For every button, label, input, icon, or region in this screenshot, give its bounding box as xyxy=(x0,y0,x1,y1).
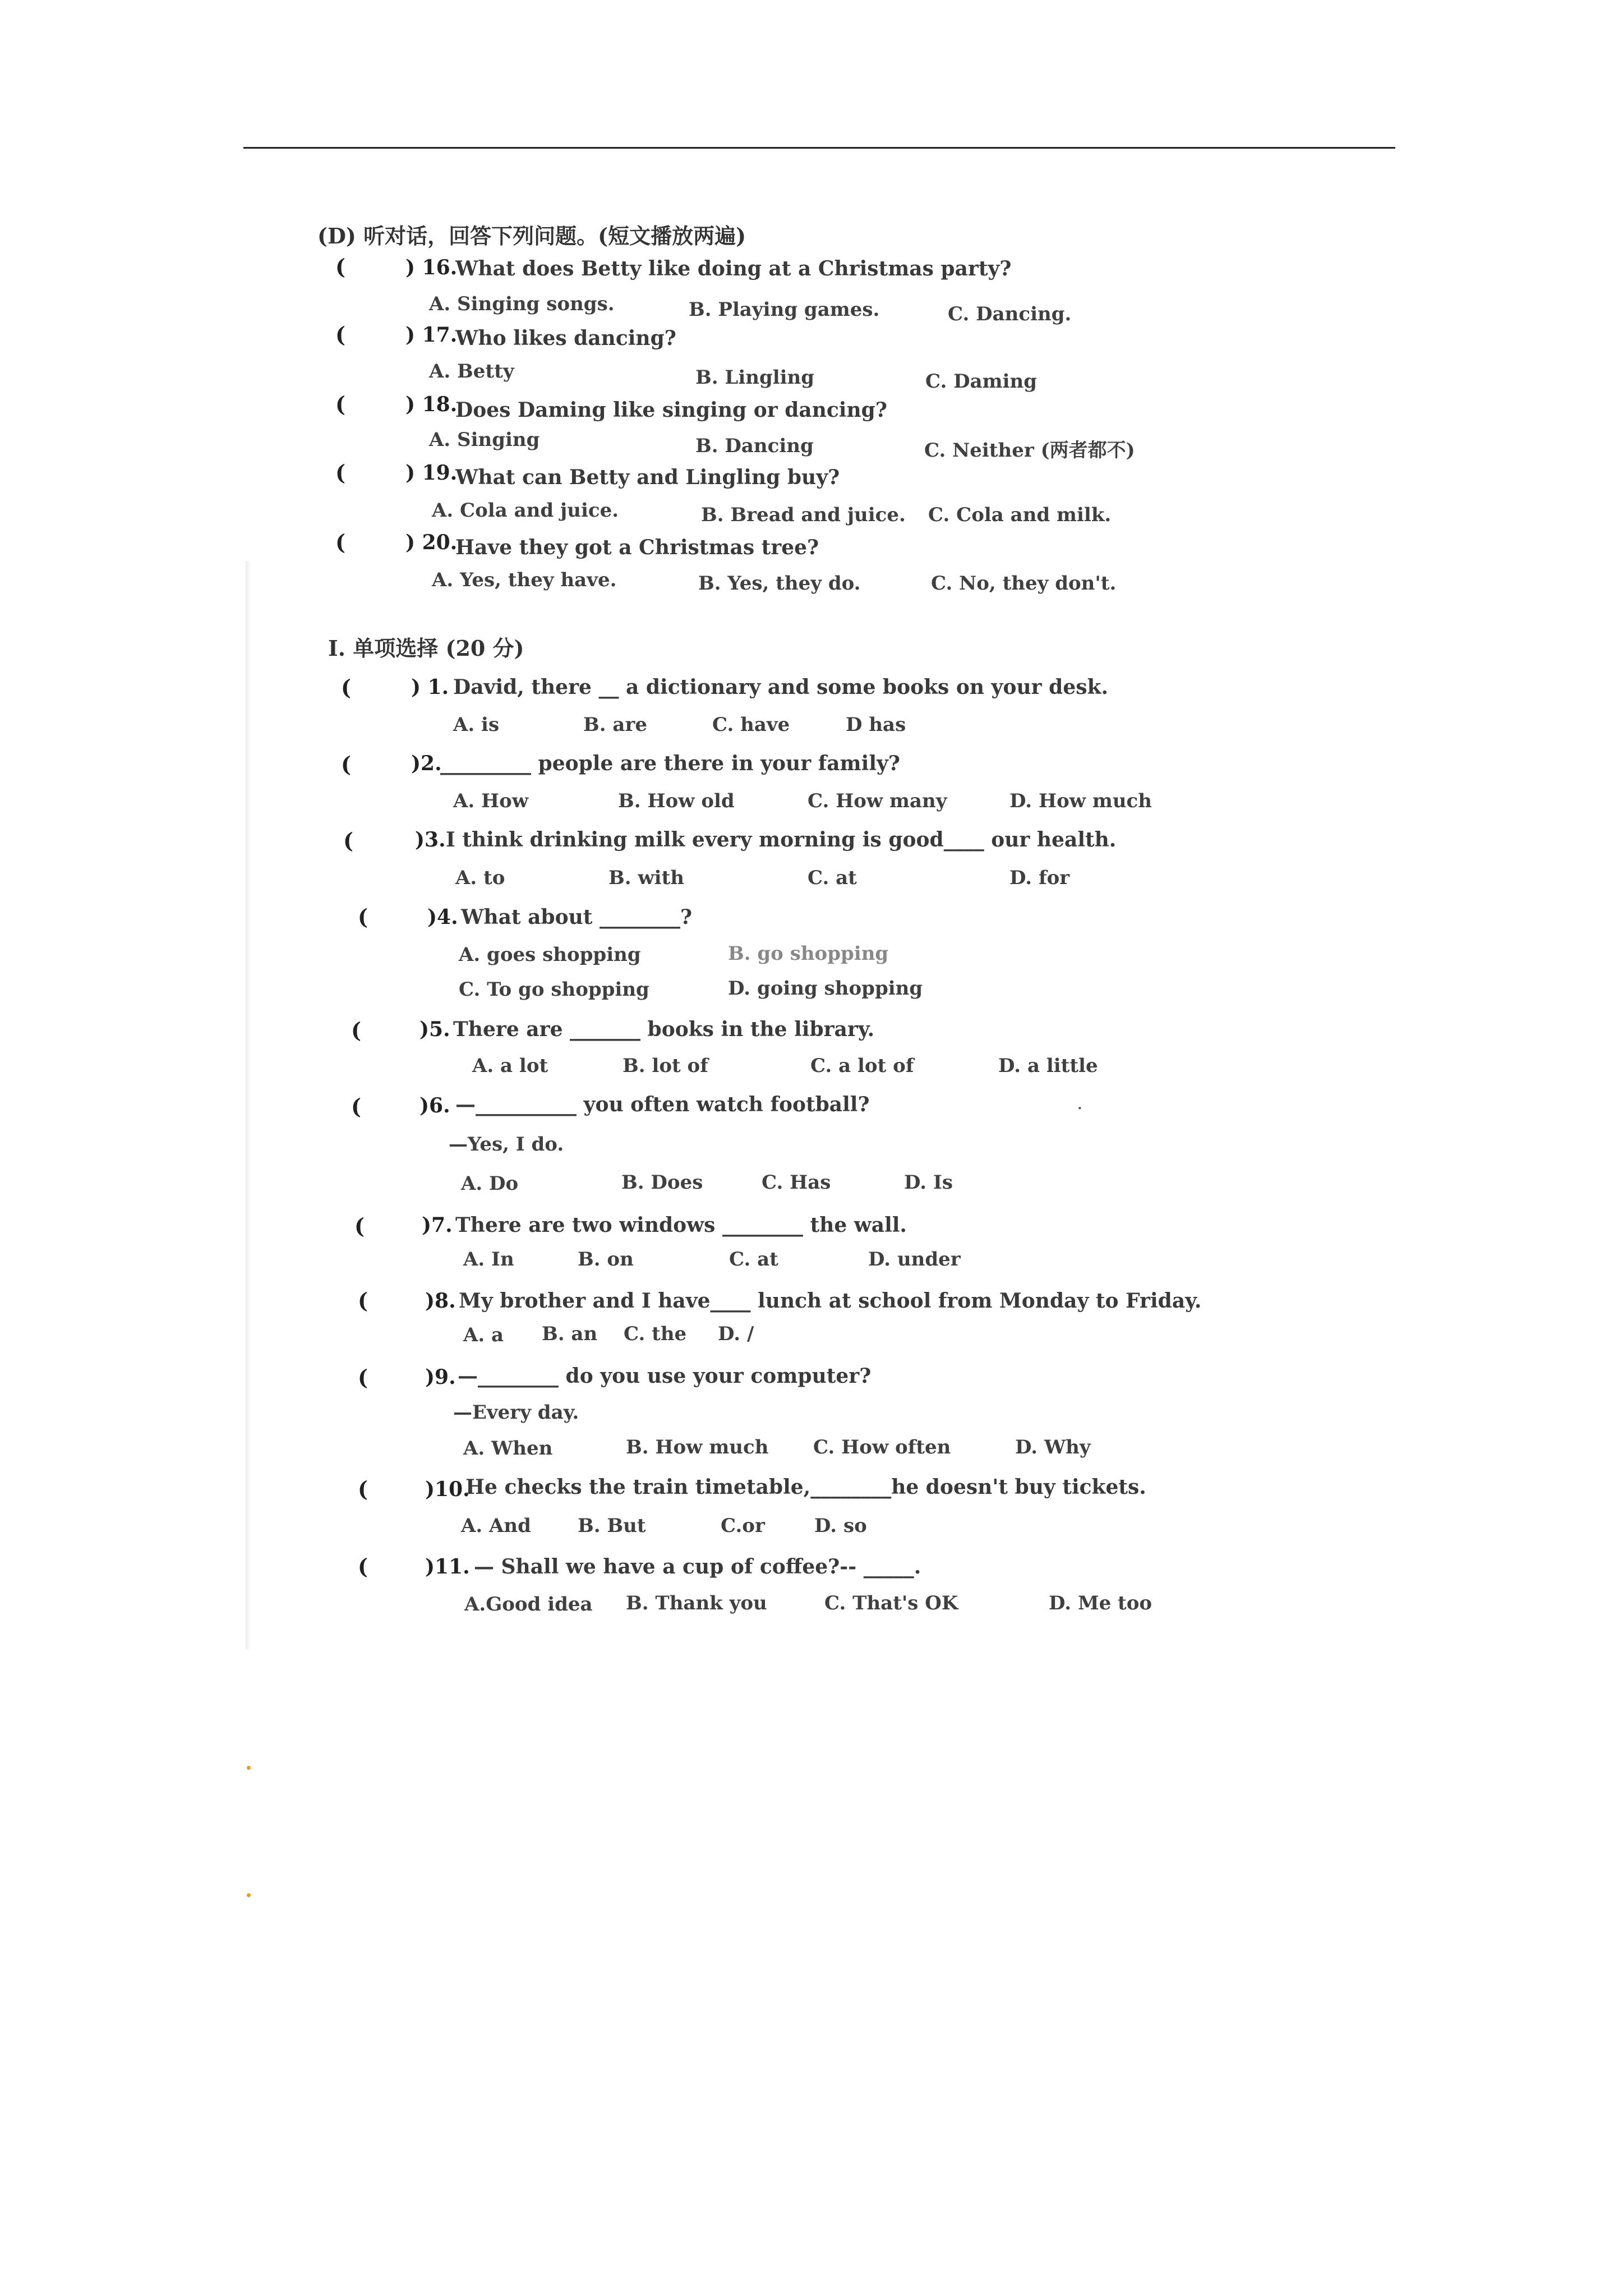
question-number: )8. xyxy=(425,1289,456,1313)
option-c: C. No, they don't. xyxy=(931,572,1117,595)
option-d: D. Me too xyxy=(1049,1592,1152,1614)
option-a: A. Singing xyxy=(429,429,540,451)
answer-blank-open: ( xyxy=(335,530,345,555)
option-a: A. And xyxy=(461,1515,531,1537)
option-b: B. Dancing xyxy=(695,435,814,457)
question-number: )4. xyxy=(427,905,458,929)
option-a: A. Do xyxy=(461,1172,519,1195)
option-c: C. How often xyxy=(813,1436,951,1458)
answer-blank-open: ( xyxy=(335,392,345,417)
answer-blank-open: ( xyxy=(343,828,353,853)
question-number: )10. xyxy=(425,1478,470,1501)
option-d: D. How much xyxy=(1009,790,1152,812)
option-c: C. How many xyxy=(808,790,947,812)
option-c: C. Has xyxy=(762,1171,831,1194)
option-a: A.Good idea xyxy=(464,1593,593,1616)
option-c: C. at xyxy=(729,1248,778,1271)
question-text: David, there __ a dictionary and some books on your desk. xyxy=(453,675,1108,699)
question-number: ) 17. xyxy=(405,323,458,347)
option-d: D. Why xyxy=(1015,1436,1091,1458)
option-d: D has xyxy=(846,714,906,736)
option-b: B. How much xyxy=(626,1436,769,1458)
option-b: B. Bread and juice. xyxy=(701,504,906,526)
option-b: B. are xyxy=(583,714,647,736)
question-text: What can Betty and Lingling buy? xyxy=(455,466,840,489)
option-c: C. To go shopping xyxy=(459,978,649,1001)
option-b: B. lot of xyxy=(623,1055,708,1077)
stray-mark: . xyxy=(1077,1092,1083,1114)
option-d: D. / xyxy=(718,1323,754,1345)
option-a: A. How xyxy=(453,790,529,812)
header-rule xyxy=(243,147,1395,149)
answer-blank-open: ( xyxy=(351,1018,361,1043)
option-c: C. at xyxy=(808,867,857,889)
option-b: B. But xyxy=(578,1515,646,1537)
option-b: B. go shopping xyxy=(728,942,889,965)
answer-blank-open: ( xyxy=(335,460,345,485)
option-a: A. is xyxy=(453,714,500,736)
option-a: A. Yes, they have. xyxy=(432,569,617,591)
option-c: C. Cola and milk. xyxy=(928,504,1112,526)
question-number: ) 16. xyxy=(405,256,458,279)
option-b: B. Lingling xyxy=(695,366,815,389)
question-number: )2. xyxy=(411,752,442,775)
option-c: C. Neither (两者都不) xyxy=(924,439,1135,462)
question-number: ) 1. xyxy=(411,675,449,699)
question-text: Who likes dancing? xyxy=(455,326,676,350)
bullet-dot xyxy=(247,1893,251,1897)
option-d: D. so xyxy=(814,1515,867,1537)
answer-blank-open: ( xyxy=(335,322,345,347)
dialogue-reply: —Every day. xyxy=(453,1401,579,1424)
option-b: B. an xyxy=(542,1323,598,1345)
option-d: D. a little xyxy=(998,1055,1098,1077)
question-text: There are two windows ________ the wall. xyxy=(455,1213,907,1237)
answer-blank-open: ( xyxy=(335,254,345,279)
option-b: B. How old xyxy=(618,790,735,812)
option-b: B. Does xyxy=(621,1171,703,1194)
option-d: D. for xyxy=(1009,867,1070,889)
question-number: )5. xyxy=(419,1018,450,1041)
answer-blank-open: ( xyxy=(358,1288,368,1313)
question-number: ) 20. xyxy=(405,531,458,554)
question-text: There are _______ books in the library. xyxy=(453,1018,875,1041)
question-text: —________ do you use your computer? xyxy=(458,1364,872,1388)
question-number: ) 18. xyxy=(405,393,458,416)
option-a: A. a xyxy=(463,1324,504,1346)
dialogue-reply: —Yes, I do. xyxy=(449,1133,564,1156)
question-text: I think drinking milk every morning is good____ our health. xyxy=(446,828,1117,852)
question-number: )7. xyxy=(422,1213,453,1237)
answer-blank-open: ( xyxy=(341,675,351,700)
answer-blank-open: ( xyxy=(358,904,368,930)
scan-edge-shadow xyxy=(246,561,251,1649)
option-c: C. Dancing. xyxy=(948,303,1072,325)
question-text: Does Daming like singing or dancing? xyxy=(455,398,887,422)
option-d: D. going shopping xyxy=(728,977,923,1000)
question-number: )3. xyxy=(415,828,446,852)
question-text: — Shall we have a cup of coffee?-- _____. xyxy=(474,1555,921,1579)
listening-section-title: (D) 听对话，回答下列问题。(短文播放两遍) xyxy=(317,223,746,249)
option-b: B. Yes, they do. xyxy=(698,572,861,595)
option-a: A. to xyxy=(455,867,505,889)
question-number: ) 19. xyxy=(405,461,458,485)
option-c: C. the xyxy=(624,1323,687,1345)
option-c: C. a lot of xyxy=(810,1055,914,1077)
question-text: My brother and I have____ lunch at school from Monday to Friday. xyxy=(459,1289,1202,1313)
option-b: B. Thank you xyxy=(626,1592,767,1614)
answer-blank-open: ( xyxy=(358,1476,368,1502)
option-a: A. a lot xyxy=(472,1055,548,1077)
question-number: )9. xyxy=(425,1365,456,1389)
question-text: Have they got a Christmas tree? xyxy=(455,536,819,559)
question-number: )6. xyxy=(419,1094,450,1117)
option-a: A. In xyxy=(463,1248,514,1271)
option-d: D. Is xyxy=(904,1171,953,1194)
answer-blank-open: ( xyxy=(358,1365,368,1390)
option-b: B. Playing games. xyxy=(689,298,880,321)
option-b: B. with xyxy=(608,867,685,889)
option-c: C. have xyxy=(712,714,790,736)
option-c: C.or xyxy=(721,1515,765,1537)
question-number: )11. xyxy=(425,1555,470,1579)
option-c: C. Daming xyxy=(925,370,1038,393)
question-text: What does Betty like doing at a Christmas party? xyxy=(455,257,1012,280)
option-c: C. That's OK xyxy=(824,1592,958,1614)
option-a: A. Cola and juice. xyxy=(432,499,619,522)
answer-blank-open: ( xyxy=(354,1213,365,1239)
question-text: He checks the train timetable,________he doesn't buy tickets. xyxy=(465,1475,1146,1499)
answer-blank-open: ( xyxy=(351,1094,361,1119)
question-text: —__________ you often watch football? xyxy=(455,1093,870,1116)
choice-section-title: I. 单项选择 (20 分) xyxy=(328,636,524,661)
option-a: A. Betty xyxy=(429,360,514,383)
option-d: D. under xyxy=(868,1248,961,1271)
question-text: _________ people are there in your family? xyxy=(440,752,901,775)
question-text: What about ________? xyxy=(461,905,693,929)
option-b: B. on xyxy=(578,1248,634,1271)
option-a: A. goes shopping xyxy=(459,944,641,966)
answer-blank-open: ( xyxy=(358,1554,368,1579)
option-a: A. When xyxy=(463,1437,553,1460)
answer-blank-open: ( xyxy=(341,752,351,777)
option-a: A. Singing songs. xyxy=(429,293,615,315)
bullet-dot xyxy=(247,1766,251,1770)
